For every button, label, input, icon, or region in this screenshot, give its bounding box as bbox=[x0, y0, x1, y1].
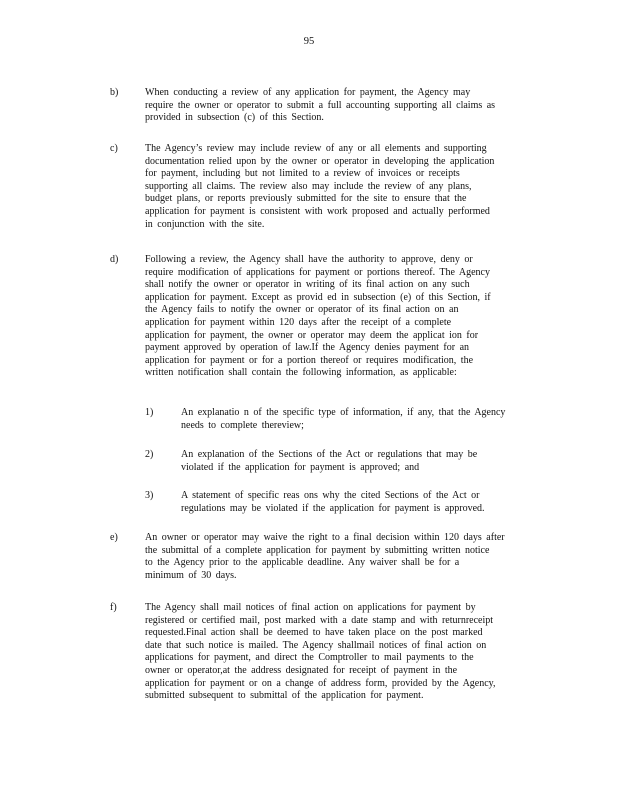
text-line: minimum of 30 days. bbox=[145, 569, 237, 581]
section-label: d) bbox=[110, 254, 119, 265]
text-line: budget plans, or reports previously submitted for the site to ensure that the bbox=[145, 193, 467, 205]
text-line: application for payment is consistent with work proposed and actually performed bbox=[145, 205, 490, 217]
text-line: date that such notice is mailed. The Agency shallmail notices of final action on bbox=[145, 639, 487, 651]
section-label: e) bbox=[110, 532, 118, 543]
text-line: registered or certified mail, post marked with a date stamp and with returnreceipt bbox=[145, 614, 494, 626]
subsection-label: 2) bbox=[145, 449, 154, 460]
text-line: submitted subsequent to submittal of the application for payment. bbox=[145, 690, 424, 702]
subsection-text bbox=[181, 407, 543, 432]
text-line: The Agency shall mail notices of final action on applications for payment by bbox=[145, 602, 476, 613]
text-line: An explanatio n of the specific type of information, if any, that the Agency bbox=[181, 407, 506, 418]
text-line: application for payment within 120 days after the receipt of a complete bbox=[145, 316, 452, 328]
text-line: shall notify the owner or operator in writing of its final action on any such bbox=[145, 279, 470, 291]
text-line: supporting all claims. The review also may include the review of any plans, bbox=[145, 180, 472, 192]
subsection-label: 3) bbox=[145, 490, 154, 501]
text-line: documentation relied upon by the owner or operator in developing the application bbox=[145, 155, 495, 167]
section-label: b) bbox=[110, 87, 119, 98]
section-text bbox=[145, 254, 540, 380]
section-text bbox=[145, 143, 540, 231]
section-label: f) bbox=[110, 602, 117, 613]
text-line: requested.Final action shall be deemed to have taken place on the post marked bbox=[145, 627, 483, 639]
text-line: An owner or operator may waive the right to a final decision within 120 days after bbox=[145, 532, 505, 543]
text-line: applications for payment, and direct the Comptroller to mail payments to the bbox=[145, 652, 474, 664]
section-label: c) bbox=[110, 143, 118, 154]
subsection-label: 1) bbox=[145, 407, 154, 418]
text-line: An explanation of the Sections of the Act or regulations that may be bbox=[181, 449, 478, 460]
section-text bbox=[145, 532, 540, 582]
text-line: violated if the application for payment is approved; and bbox=[181, 461, 420, 473]
subsection-text bbox=[181, 490, 543, 515]
text-line: application for payment or on a change of address form, provided by the Agency, bbox=[145, 677, 496, 689]
text-line: owner or operator,at the address designated for receipt of payment in the bbox=[145, 664, 458, 676]
text-line: for payment, including but not limited to a review of invoices or receipts bbox=[145, 168, 460, 180]
text-line: in conjunction with the site. bbox=[145, 218, 265, 230]
text-line: to the Agency prior to the applicable deadline. Any waiver shall be for a bbox=[145, 557, 460, 569]
section-text bbox=[145, 87, 540, 125]
section-text bbox=[145, 602, 540, 703]
page-number: 95 bbox=[303, 36, 315, 47]
text-line: written notification shall contain the following information, as applicable: bbox=[145, 367, 457, 379]
text-line: application for payment, the owner or operator may deem the applicat ion for bbox=[145, 329, 479, 341]
text-line: payment approved by operation of law.If the Agency denies payment for an bbox=[145, 342, 470, 354]
text-line: Following a review, the Agency shall have the authority to approve, deny or bbox=[145, 254, 473, 265]
text-line: application for payment or for a portion thereof or requires modification, the bbox=[145, 354, 474, 366]
text-line: A statement of specific reas ons why the cited Sections of the Act or bbox=[181, 490, 480, 501]
text-line: regulations may be violated if the application for payment is approved. bbox=[181, 502, 485, 514]
text-line: the submittal of a complete application for payment by submitting written notice bbox=[145, 544, 490, 556]
text-line: The Agency’s review may include review of any or all elements and supporting bbox=[145, 143, 487, 154]
text-line: require the owner or operator to submit a full accounting supporting all claims as bbox=[145, 99, 496, 111]
text-line: require modification of applications for payment or portions thereof. The Agency bbox=[145, 266, 490, 278]
text-line: provided in subsection (c) of this Section. bbox=[145, 112, 324, 124]
text-line: application for payment. Except as provid ed in subsection (e) of this Section, if bbox=[145, 291, 491, 303]
subsection-text bbox=[181, 449, 543, 474]
text-line: the Agency fails to notify the owner or operator of its final action on an bbox=[145, 304, 459, 316]
text-line: When conducting a review of any application for payment, the Agency may bbox=[145, 87, 471, 98]
text-line: needs to complete thereview; bbox=[181, 419, 304, 431]
